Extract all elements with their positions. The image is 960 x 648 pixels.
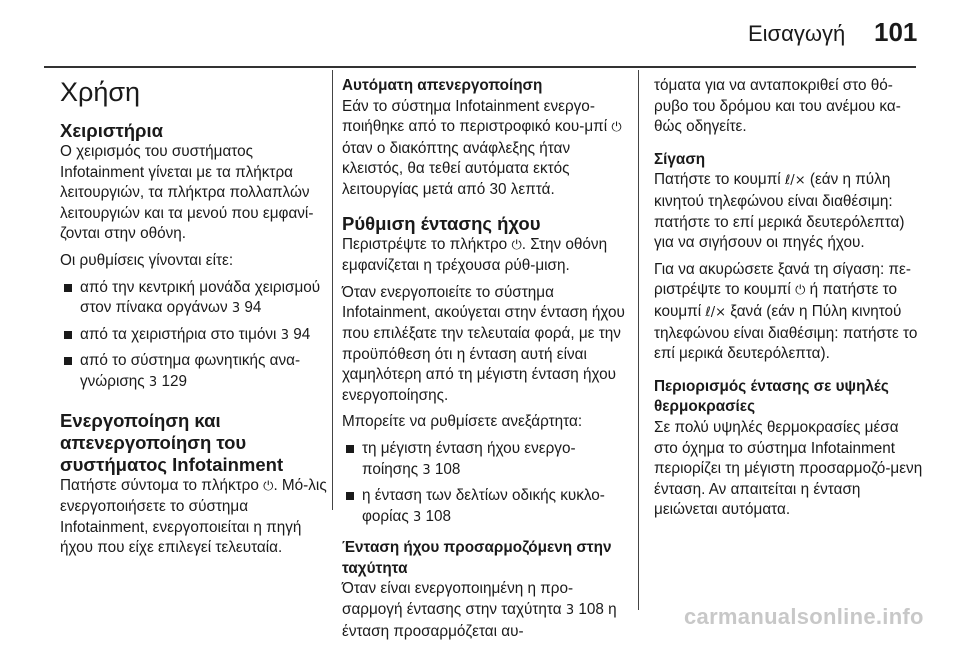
paragraph: Ο χειρισμός του συστήματος Infotainment γίνεται με τα πλήκτρα λειτουργιών, τα πλήκτρα πολλαπλών λειτουργιών και τα μενού που εμφανί-ζονται στην οθόνη. <box>60 143 314 243</box>
page-ref-icon: 3 <box>413 509 422 525</box>
subsection-heading: Σίγαση <box>654 150 706 168</box>
page-ref[interactable]: 108 <box>425 507 452 525</box>
paragraph: Για να ακυρώσετε ξανά τη σίγαση: πε-ριστρέψτε το κουμπί ⏻ ή πατήστε το κουμπί ℓ/⨯ ξανά (εάν η Πύλη κινητού τηλεφώνου είναι διαθέσιμη: πατήστε το επί μερικά δευτερόλεπτα). <box>654 260 918 363</box>
power-icon: ⏻ <box>795 283 806 299</box>
paragraph: Περιστρέψτε το πλήκτρο ⏻. Στην οθόνη εμφανίζεται η τρέχουσα ρύθ-μιση. <box>342 235 608 275</box>
paragraph: Πατήστε το κουμπί ℓ/⨯ (εάν η πύλη κινητού τηλεφώνου είναι διαθέσιμη: πατήστε το επί μερικά δευτερόλεπτα) για να σιγήσουν οι πηγές ήχου. <box>654 171 905 252</box>
page-number: 101 <box>874 17 918 47</box>
list-item-text: από την κεντρική μονάδα χειρισμού στον πίνακα οργάνων <box>80 278 321 317</box>
power-icon: ⏻ <box>263 478 274 494</box>
page-ref-icon: 3 <box>231 301 241 317</box>
header-divider <box>44 66 916 68</box>
column-divider <box>332 70 333 510</box>
page-ref-icon: 3 <box>148 374 158 390</box>
page-ref[interactable]: 108 <box>578 601 604 619</box>
bullet-list <box>60 278 328 394</box>
watermark: carmanualsonline.info <box>684 604 924 629</box>
paragraph: Πατήστε σύντομα το πλήκτρο ⏻. Μό-λις ενεργοποιήσετε το σύστημα Infotainment, ενεργοποιείται η πηγή ήχου που είχε επιλεγεί τελευταία. <box>60 476 327 557</box>
column-2 <box>342 76 628 648</box>
subsection-heading: Ενεργοποίηση και απενεργοποίηση του συστήματος Infotainment <box>60 409 284 475</box>
list-item <box>60 351 328 393</box>
list-item <box>342 486 628 528</box>
subsection-heading: Περιορισμός έντασης σε υψηλές θερμοκρασίες <box>654 377 889 416</box>
power-icon: ⏻ <box>611 120 622 136</box>
paragraph: Μπορείτε να ρυθμίσετε ανεξάρτητα: <box>342 413 583 431</box>
subsection-heading: Χειριστήρια <box>60 120 164 141</box>
page-ref[interactable]: 108 <box>434 460 461 478</box>
paragraph: Οι ρυθμίσεις γίνονται είτε: <box>60 251 234 269</box>
paragraph: Όταν είναι ενεργοποιημένη η προ-σαρμογή έντασης στην ταχύτητα 3 108 η ένταση προσαρμόζεται αυ- <box>342 580 617 640</box>
mute-icon: ℓ/⨯ <box>784 173 806 189</box>
list-item-text: από τα χειριστήρια στο τιμόνι <box>80 325 277 343</box>
page-ref-icon: 3 <box>422 462 431 478</box>
column-divider <box>638 70 639 610</box>
power-icon: ⏻ <box>511 237 522 253</box>
column-3 <box>654 76 926 527</box>
header-title: Εισαγωγή <box>748 21 846 46</box>
page-ref[interactable]: 94 <box>244 299 262 317</box>
bullet-list <box>342 439 628 528</box>
list-item-text: η ένταση των δελτίων οδικής κυκλο-φορίας <box>362 487 605 525</box>
column-1 <box>60 76 328 565</box>
paragraph: τόματα για να ανταποκριθεί στο θό-ρυβο του δρόμου και του ανέμου κα-θώς οδηγείτε. <box>654 77 901 136</box>
page-header <box>0 0 960 70</box>
page-ref[interactable]: 94 <box>293 325 311 343</box>
mute-icon: ℓ/⨯ <box>705 304 727 320</box>
section-heading: Χρήση <box>60 77 141 107</box>
paragraph: Όταν ενεργοποιείτε το σύστημα Infotainment, ακούγεται στην ένταση ήχου που επιλέξατε την τελευταία φορά, με την προϋπόθεση ότι η ένταση αυτή είναι χαμηλότερη από τη μέγιστη ένταση ήχου ενεργοποίησης. <box>342 283 625 404</box>
page-ref-icon: 3 <box>280 327 289 343</box>
list-item-text: από το σύστημα φωνητικής ανα-γνώρισης <box>80 352 301 390</box>
paragraph: Σε πολύ υψηλές θερμοκρασίες μέσα στο όχημα το σύστημα Infotainment περιορίζει τη μέγιστη προσαρμοζό-μενη ένταση. Αν απαιτείται η ένταση μειώνεται αυτόματα. <box>654 418 923 519</box>
list-item <box>60 325 328 347</box>
page-ref-icon: 3 <box>565 603 575 619</box>
list-item-text: τη μέγιστη ένταση ήχου ενεργο-ποίησης <box>362 439 576 478</box>
subsection-heading: Ένταση ήχου προσαρμοζόμενη στην ταχύτητα <box>342 539 612 577</box>
subsection-heading: Αυτόματη απενεργοποίηση <box>342 77 543 94</box>
list-item <box>342 439 628 481</box>
subsection-heading: Ρύθμιση έντασης ήχου <box>342 212 541 234</box>
paragraph: Εάν το σύστημα Infotainment ενεργο-ποιήθηκε από το περιστροφικό κου-μπί ⏻ όταν ο διακόπτης ανάφλεξης ήταν κλειστός, θα τεθεί αυτόματα εκτός λειτουργίας μετά από 30 λεπτά. <box>342 97 622 198</box>
list-item <box>60 278 328 320</box>
page-ref[interactable]: 129 <box>161 372 187 390</box>
